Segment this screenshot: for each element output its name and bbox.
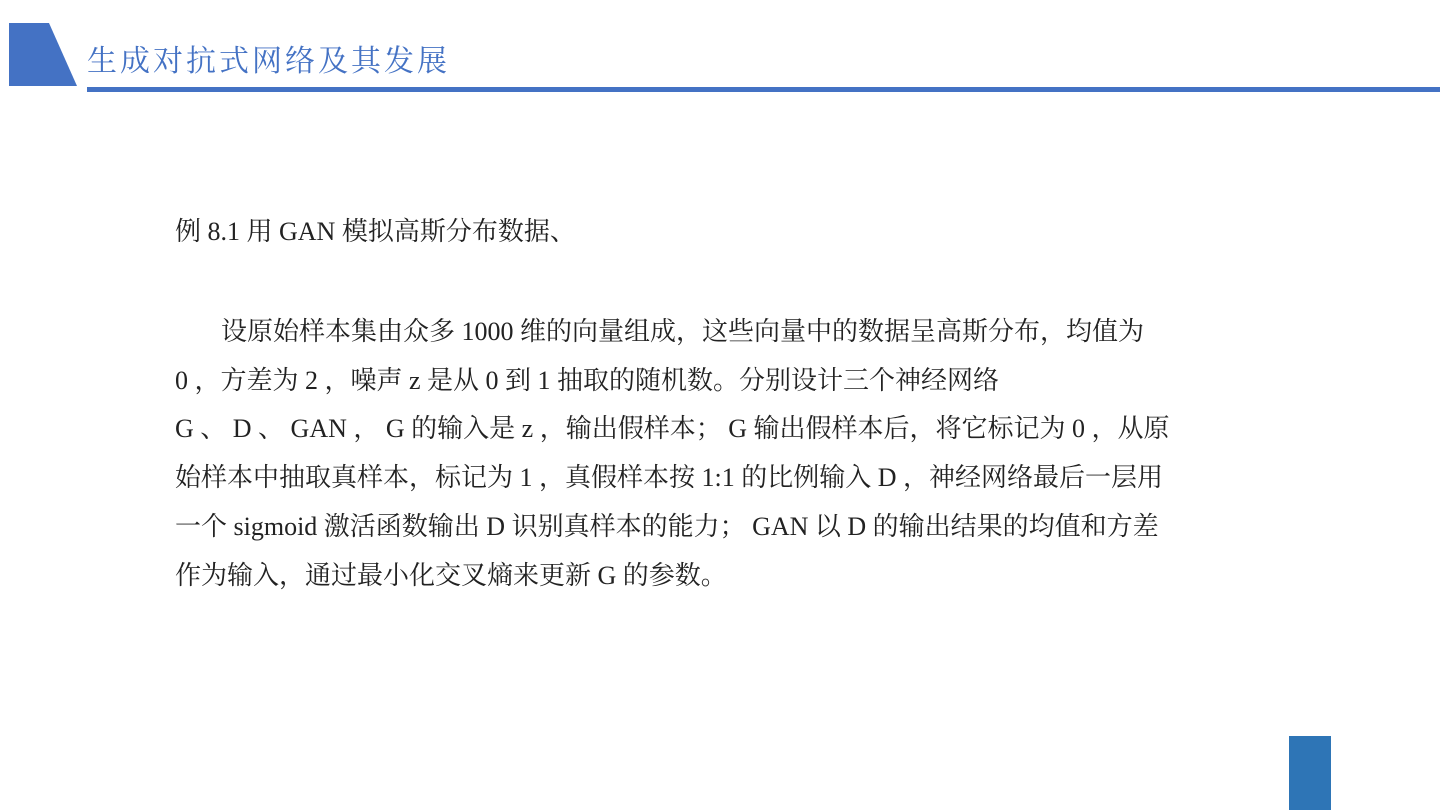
paragraph-line: 0 ，方差为 2 ，噪声 z 是从 0 到 1 抽取的随机数。分别设计三个神经网络 <box>175 365 1000 395</box>
corner-accent-block <box>1289 736 1331 810</box>
header-divider <box>87 87 1440 92</box>
paragraph-line: 一个 sigmoid 激活函数输出 D 识别真样本的能力； GAN 以 D 的输出结果的均值和方差 <box>175 511 1159 541</box>
slide-title: 生成对抗式网络及其发展 <box>87 44 450 79</box>
body-paragraph <box>175 308 1235 600</box>
header-corner-shape <box>9 23 77 86</box>
paragraph-line: 始样本中抽取真样本，标记为 1 ，真假样本按 1:1 的比例输入 D ，神经网络最后一层用 <box>175 463 1164 493</box>
paragraph-line: G 、 D 、 GAN ， G 的输入是 z ，输出假样本； G 输出假样本后，将它标记为 0 ，从原 <box>175 414 1170 444</box>
paragraph-line: 作为输入，通过最小化交叉熵来更新 G 的参数。 <box>175 560 727 590</box>
example-heading: 例 8.1 用 GAN 模拟高斯分布数据、 <box>175 217 576 246</box>
paragraph-line: 设原始样本集由众多 1000 维的向量组成，这些向量中的数据呈高斯分布，均值为 <box>221 317 1145 346</box>
